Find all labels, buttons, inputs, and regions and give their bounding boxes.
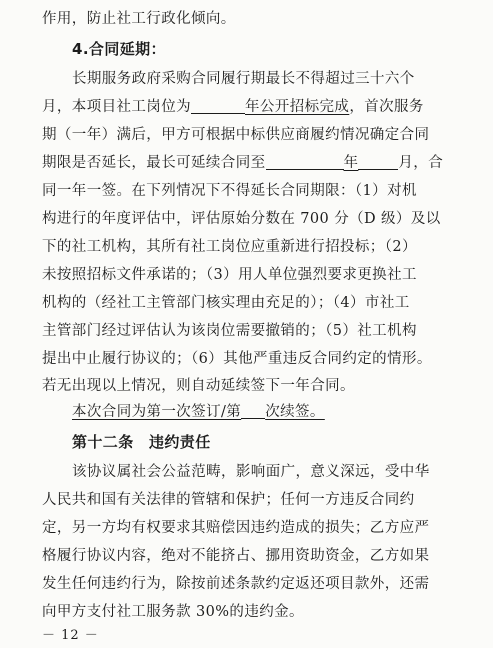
paragraph-line: 未按照招标文件承诺的；（3）用人单位强烈要求更换社工 (42, 267, 417, 283)
paragraph-line: 该协议属社会公益范畴，影响面广，意义深远，受中华 (72, 464, 430, 480)
paragraph-line: 构进行的年度评估中，评估原始分数在 700 分（D 级）及以 (42, 211, 441, 227)
underlined-text: 年公开招标完成 (245, 99, 350, 115)
paragraph-line: 格履行协议内容，绝对不能挤占、挪用资助资金，乙方如果 (42, 548, 430, 564)
signing-count-line (0, 402, 493, 422)
paragraph-line: 同一年一签。在下列情况下不得延长合同期限：（1）对机 (42, 183, 417, 199)
underlined-text: 本次合同为第一次签订/第 (72, 404, 242, 420)
paragraph-line: 人民共和国有关法律的管辖和保护；任何一方违反合同约 (42, 492, 415, 508)
paragraph-line: 下的社工机构，其所有社工岗位应重新进行招投标；（2） (42, 239, 417, 255)
paragraph-line: 发生任何违约行为，除按前述条款约定返还项目款外，还需 (42, 576, 430, 592)
article-12-heading: 第十二条 违约责任 (72, 433, 211, 451)
paragraph-line: 提出中止履行协议的；（6）其他严重违反合同约定的情形。 (42, 351, 432, 367)
paragraph-line: 定，另一方均有权要求其赔偿因违约造成的损失；乙方应严 (42, 520, 430, 536)
paragraph-line: 向甲方支付社工服务款 30%的违约金。 (42, 604, 304, 620)
underlined-text: 年 (343, 155, 359, 171)
paragraph-line: 期（一年）满后，甲方可根据中标供应商履约情况确定合同 (42, 127, 430, 143)
paragraph-line: 月，本项目社工岗位为 年公开招标完成，首次服务 (42, 99, 424, 115)
section-heading-contract-extension: 4.合同延期： (72, 40, 166, 58)
fill-in-blank (241, 403, 265, 419)
paragraph-line: 机构的（经社工主管部门核实理由充足的）；（4）市社工 (42, 295, 410, 311)
paragraph-line: 主管部门经过评估认为该岗位需要撤销的；（5）社工机构 (42, 323, 417, 339)
paragraph-line: 期限是否延长，最长可延续合同至 年 月，合 (42, 155, 444, 171)
underlined-text: 次续签。 (265, 404, 325, 420)
paragraph-line: 若无出现以上情况，则自动延续签下一年合同。 (42, 378, 355, 394)
fill-in-blank (266, 154, 344, 170)
page-number: － 12 － (42, 628, 99, 643)
paragraph-line: 作用，防止社工行政化倾向。 (42, 11, 236, 27)
fill-in-blank (191, 98, 245, 114)
paragraph-line: 长期服务政府采购合同履行期最长不得超过三十六个 (72, 71, 415, 87)
fill-in-blank (358, 154, 398, 170)
